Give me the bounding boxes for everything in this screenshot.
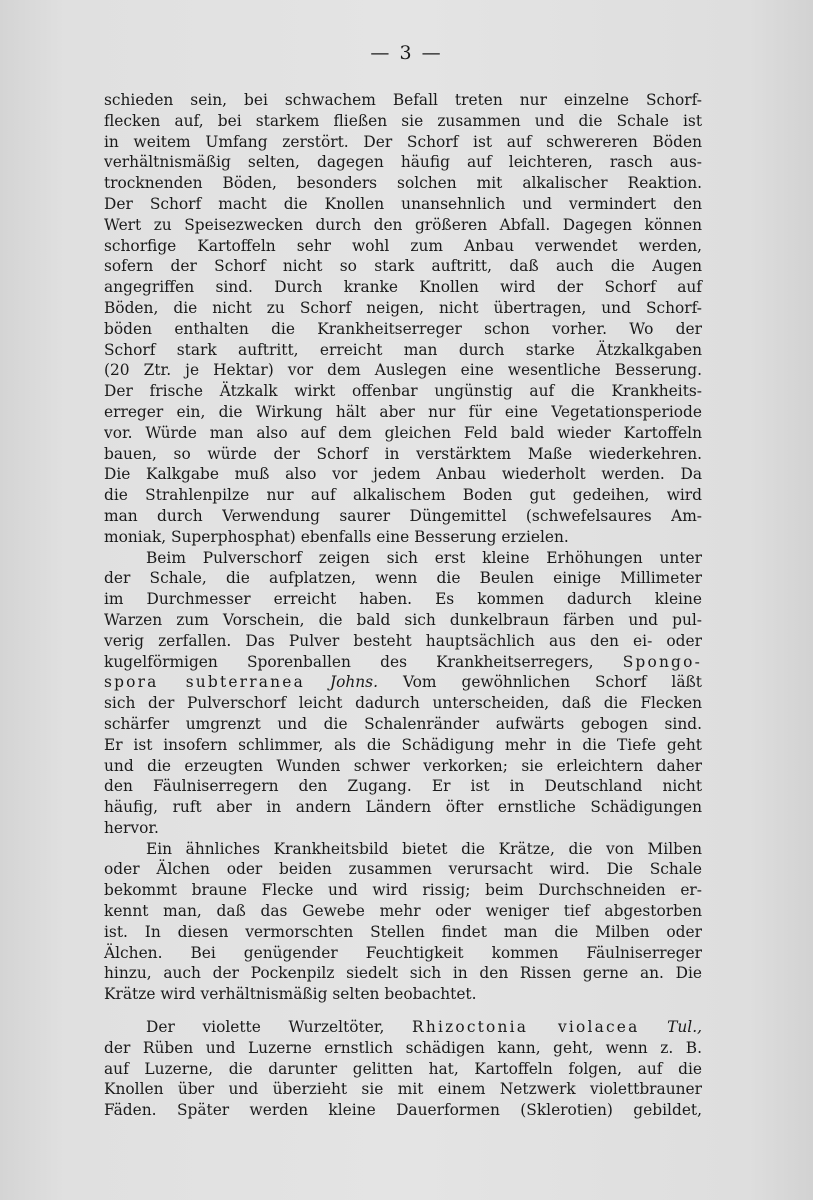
species-name: spora subterranea [104,673,305,692]
text-line: angegriffen sind. Durch kranke Knollen wird der Schorf auf [104,278,702,297]
text-line: vor. Würde man also auf dem gleichen Feld bald wieder Kartoffeln [104,423,702,442]
text-line: sich der Pulverschorf leicht dadurch unterscheiden, daß die Flecken [104,694,702,713]
text-line: Krätze wird verhältnismäßig selten beobachtet. [104,985,477,1004]
species-name: Spongo- [622,652,702,671]
body-text [104,90,702,1121]
text-line-with-species [104,1017,702,1038]
text-line: verhältnismäßig selten, dagegen häufig auf leichteren, rasch aus- [104,153,702,172]
text-line: man durch Verwendung saurer Düngemittel (schwefelsaures Am- [104,506,702,525]
text-line-with-species [104,672,702,693]
text-line: hervor. [104,818,159,837]
text-line: flecken auf, bei starkem fließen sie zusammen und die Schale ist [104,111,702,130]
text-line: ist. In diesen vermorschten Stellen findet man die Milben oder [104,922,702,941]
species-name: Rhizoctonia violacea [412,1018,640,1037]
text-line: erreger ein, die Wirkung hält aber nur für eine Vegetationsperiode [104,402,702,421]
paragraph-pulverschorf [104,548,702,839]
text-line: Fäden. Später werden kleine Dauerformen (Sklerotien) gebildet, [104,1101,702,1120]
text-line: sofern der Schorf nicht so stark auftritt, daß auch die Augen [104,257,702,276]
text-line: Böden, die nicht zu Schorf neigen, nicht übertragen, und Schorf- [104,298,702,317]
text-line: verig zerfallen. Das Pulver besteht hauptsächlich aus den ei- oder [104,631,702,650]
text-line: Beim Pulverschorf zeigen sich erst kleine Erhöhungen unter [146,548,702,567]
text-line: böden enthalten die Krankheitserreger schon vorher. Wo der [104,319,702,338]
text-line: kennt man, daß das Gewebe mehr oder weniger tief abgestorben [104,902,702,921]
text-line: der Schale, die aufplatzen, wenn die Beulen einige Millimeter [104,569,702,588]
text-line: hinzu, auch der Pockenpilz siedelt sich in den Rissen gerne an. Die [104,964,702,983]
text-line: auf Luzerne, die darunter gelitten hat, Kartoffeln folgen, auf die [104,1059,702,1078]
text-line: Älchen. Bei genügender Feuchtigkeit kommen Fäulniserreger [104,943,702,962]
text-line: die Strahlenpilze nur auf alkalischem Boden gut gedeihen, wird [104,486,702,505]
text-line: bekommt braune Flecke und wird rissig; beim Durchschneiden er- [104,881,702,900]
paragraph-schorf-treatment [104,90,702,548]
paragraph-wurzeltoeter [104,1017,702,1121]
paragraph-kraetze [104,839,702,1005]
text-line: (20 Ztr. je Hektar) vor dem Auslegen eine wesentliche Besserung. [104,361,702,380]
text-line: trocknenden Böden, besonders solchen mit alkalischer Reaktion. [104,174,702,193]
text-fragment: Der violette Wurzeltöter, [146,1018,385,1037]
text-line: Wert zu Speisezwecken durch den größeren Abfall. Dagegen können [104,215,702,234]
text-line: den Fäulniserregern den Zugang. Er ist in Deutschland nicht [104,777,702,796]
text-line: Der frische Ätzkalk wirkt offenbar ungünstig auf die Krankheits- [104,382,702,401]
species-author: Tul., [667,1018,702,1037]
text-line: schieden sein, bei schwachem Befall treten nur einzelne Schorf- [104,91,702,109]
species-author: Johns. [329,673,378,692]
text-line: schorfige Kartoffeln sehr wohl zum Anbau verwendet werden, [104,236,702,255]
text-fragment: Vom gewöhnlichen Schorf läßt [402,673,702,692]
text-line: Knollen über und überzieht sie mit einem Netzwerk violettbrauner [104,1080,702,1099]
text-line: im Durchmesser erreicht haben. Es kommen dadurch kleine [104,590,702,609]
text-line: bauen, so würde der Schorf in verstärktem Maße wiederkehren. [104,444,702,463]
text-line: Er ist insofern schlimmer, als die Schädigung mehr in die Tiefe geht [104,735,702,754]
text-line: schärfer umgrenzt und die Schalenränder aufwärts gebogen sind. [104,714,702,733]
text-line: Ein ähnliches Krankheitsbild bietet die Krätze, die von Milben [146,839,702,858]
text-fragment: kugelförmigen Sporenballen des Krankheitserregers, [104,652,594,671]
text-line: oder Älchen oder beiden zusammen verursacht wird. Die Schale [104,860,702,879]
page-number: — 3 — [370,42,443,64]
text-line: in weitem Umfang zerstört. Der Schorf ist auf schwereren Böden [104,132,702,151]
text-line: moniak, Superphosphat) ebenfalls eine Besserung erzielen. [104,527,569,546]
text-line-with-species [104,652,702,673]
text-line: häufig, ruft aber in andern Ländern öfter ernstliche Schädigungen [104,798,702,817]
text-line: und die erzeugten Wunden schwer verkorken; sie erleichtern daher [104,756,702,775]
text-line: Die Kalkgabe muß also vor jedem Anbau wiederholt werden. Da [104,465,702,484]
text-line: Der Schorf macht die Knollen unansehnlich und vermindert den [104,194,702,213]
text-line: der Rüben und Luzerne ernstlich schädigen kann, geht, wenn z. B. [104,1038,702,1057]
text-line: Warzen zum Vorschein, die bald sich dunkelbraun färben und pul- [104,610,702,629]
text-line: Schorf stark auftritt, erreicht man durch starke Ätzkalkgaben [104,340,702,359]
